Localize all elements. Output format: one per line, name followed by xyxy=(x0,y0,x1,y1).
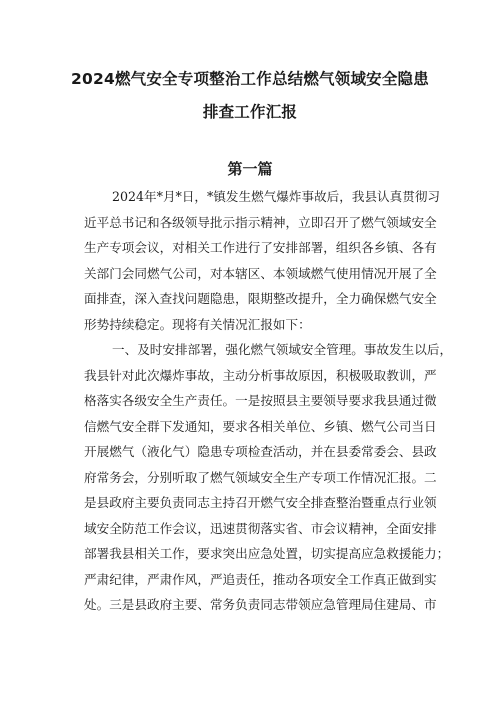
document-title-line-1: 2024燃气安全专项整治工作总结燃气领域安全隐患 xyxy=(71,70,429,88)
section-heading: 第一篇 xyxy=(227,160,273,178)
body-line: 一、及时安排部署，强化燃气领域安全管理。事故发生以后， xyxy=(112,342,453,357)
body-line: 近平总书记和各级领导批示指示精神，立即召开了燃气领域安全 xyxy=(84,214,437,230)
body-line: 关部门会同燃气公司，对本辖区、本领域燃气使用情况开展了全 xyxy=(84,265,437,281)
body-line: 府常务会，分别听取了燃气领域安全生产专项工作情况汇报。二 xyxy=(84,469,437,485)
body-line: 面排查，深入查找问题隐患，限期整改提升，全力确保燃气安全 xyxy=(84,291,437,306)
body-line: 我县针对此次爆炸事故，主动分析事故原因，积极吸取教训，严 xyxy=(84,367,437,383)
body-line: 处。三是县政府主要、常务负责同志带领应急管理局住建局、市 xyxy=(84,597,437,612)
body-line: 部署我县相关工作，要求突出应急处置，切实提高应急救援能力； xyxy=(84,546,450,561)
body-line: 格落实各级安全生产责任。一是按照县主要领导要求我县通过微 xyxy=(84,393,437,408)
document-body xyxy=(84,184,453,618)
body-line: 信燃气安全群下发通知，要求各相关单位、乡镇、燃气公司当日 xyxy=(84,418,437,434)
body-line: 形势持续稳定。现将有关情况汇报如下： xyxy=(84,316,311,332)
body-line: 域安全防范工作会议，迅速贯彻落实省、市会议精神，全面安排 xyxy=(84,520,437,536)
body-line: 生产专项会议，对相关工作进行了安排部署，组织各乡镇、各有 xyxy=(84,240,437,255)
body-line: 开展燃气（液化气）隐患专项检查活动，并在县委常委会、县政 xyxy=(84,444,437,459)
body-line: 2024年*月*日，*镇发生燃气爆炸事故后，我县认真贯彻习 xyxy=(112,189,441,204)
document-title-line-2: 排查工作汇报 xyxy=(202,103,298,121)
body-line: 是县政府主要负责同志主持召开燃气安全排查整治暨重点行业领 xyxy=(84,495,437,510)
body-line: 严肃纪律，严肃作风，严追责任，推动各项安全工作真正做到实 xyxy=(84,571,437,587)
